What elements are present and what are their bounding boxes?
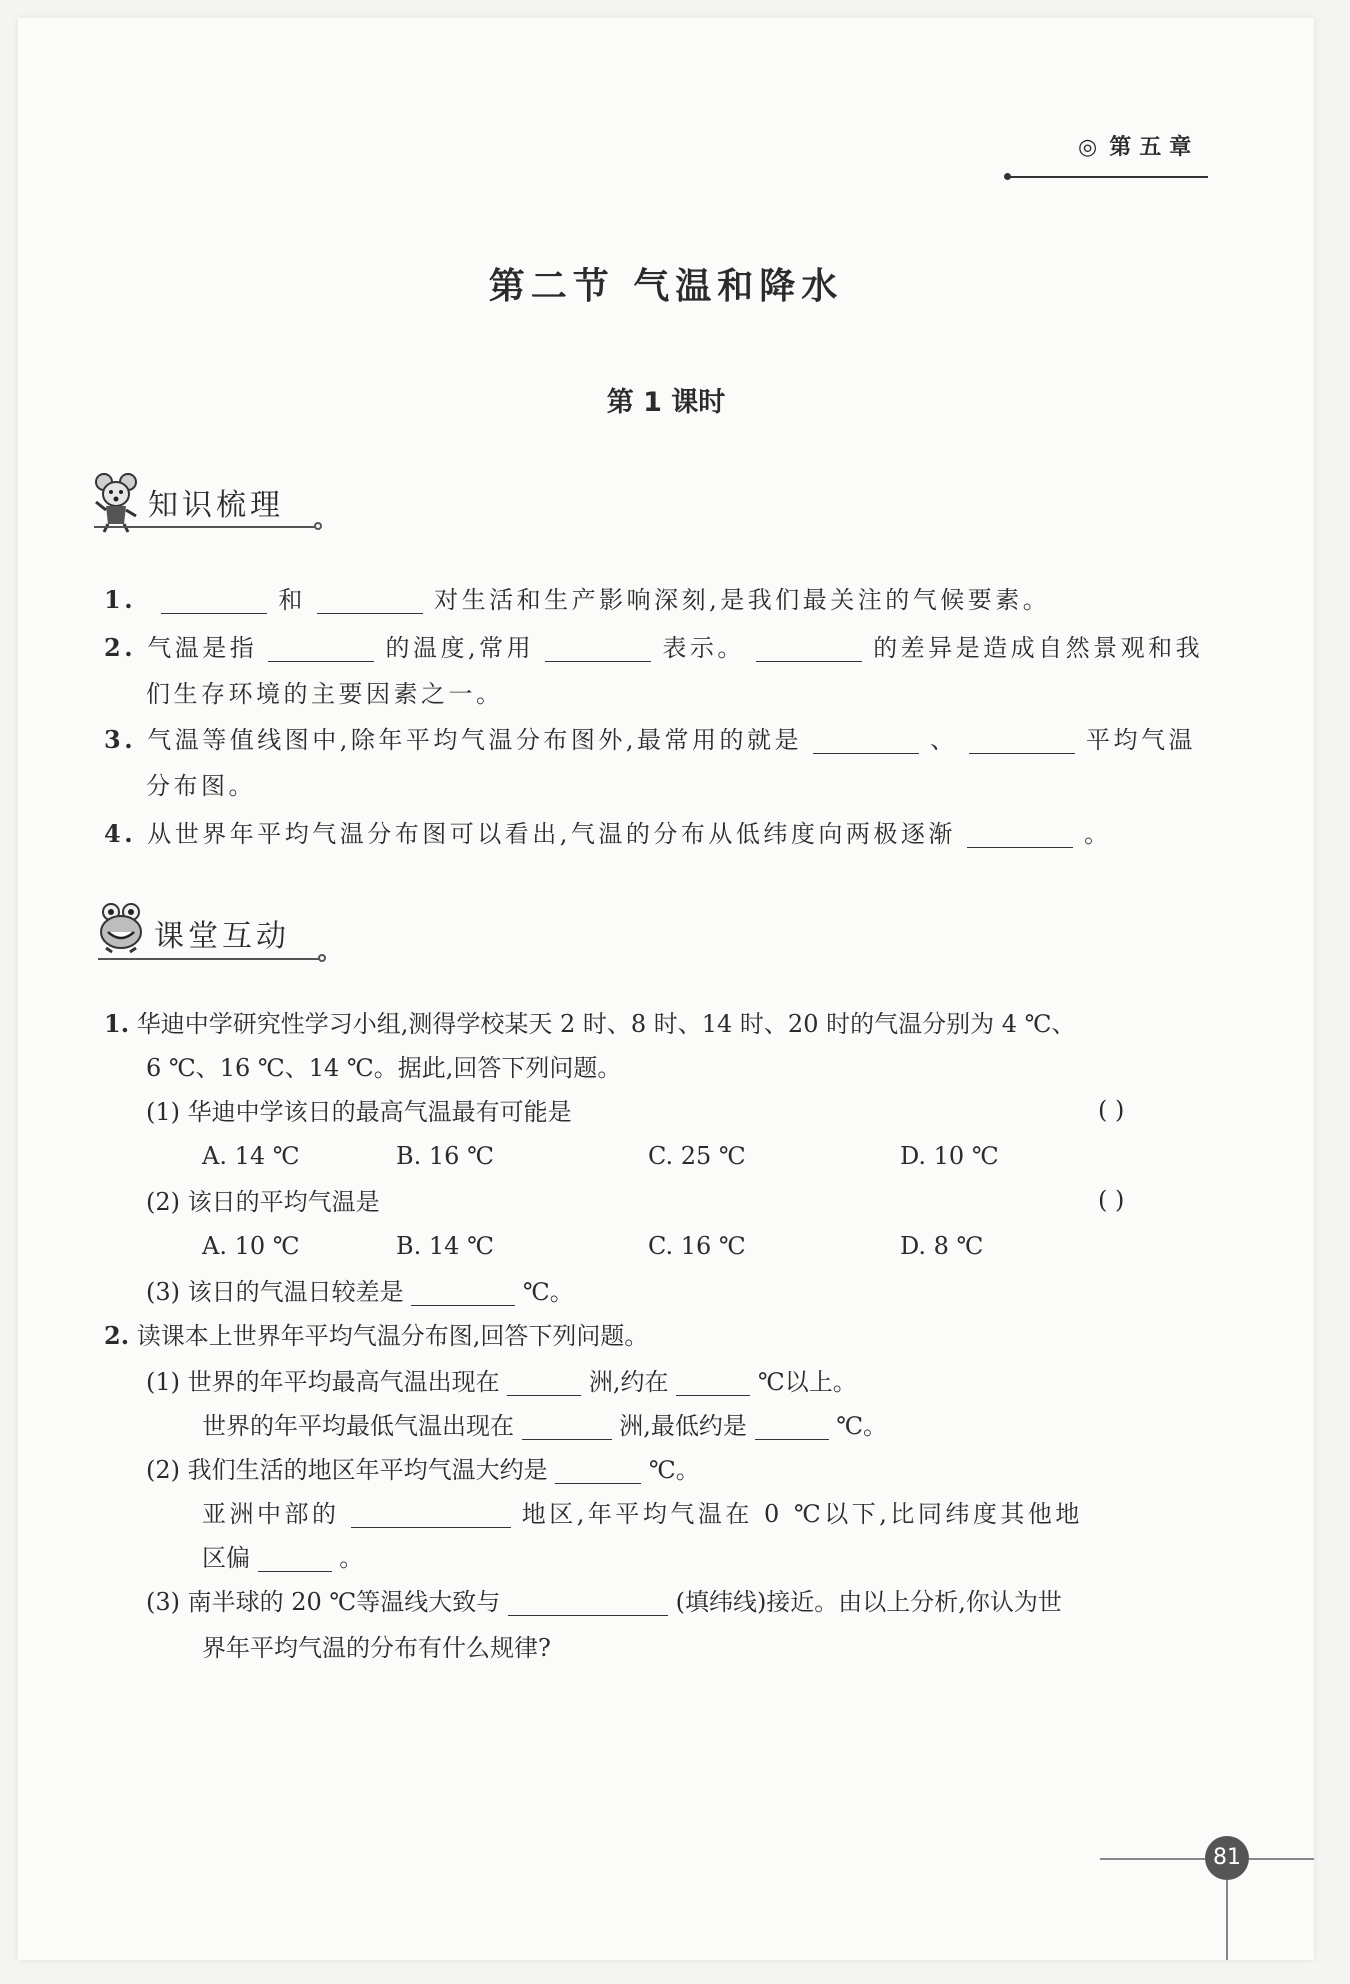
- classroom-q1: 1. 华迪中学研究性学习小组,测得学校某天 2 时、8 时、14 时、20 时的气温分别为 4 ℃、: [104, 1009, 1076, 1038]
- heading-rule-end: [318, 954, 326, 962]
- option-c[interactable]: C. 16 ℃: [648, 1232, 746, 1260]
- classroom-q1-cont: 6 ℃、16 ℃、14 ℃。据此,回答下列问题。: [146, 1054, 622, 1082]
- answer-blank[interactable]: [351, 1501, 511, 1528]
- sub-question-3: (3) 该日的气温日较差是 ℃。: [146, 1278, 574, 1306]
- option-a[interactable]: A. 14 ℃: [202, 1142, 300, 1170]
- answer-blank[interactable]: [813, 727, 919, 754]
- section-title: 第二节 气温和降水: [488, 265, 844, 307]
- answer-blank[interactable]: [969, 727, 1075, 754]
- knowledge-heading: 知识梳理: [148, 488, 284, 523]
- option-c[interactable]: C. 25 ℃: [648, 1142, 746, 1170]
- answer-blank[interactable]: [755, 1413, 829, 1440]
- sub-question-1: (1) 华迪中学该日的最高气温最有可能是: [146, 1098, 572, 1126]
- heading-rule-end: [314, 522, 322, 530]
- answer-paren[interactable]: ( ): [1098, 1186, 1125, 1214]
- option-b[interactable]: B. 16 ℃: [396, 1142, 494, 1170]
- answer-blank[interactable]: [676, 1369, 750, 1396]
- knowledge-q1: 1. 和 对生活和生产影响深刻,是我们最关注的气候要素。: [104, 585, 1051, 614]
- circle-mark-icon: ◎: [1078, 135, 1106, 160]
- frog-mascot-icon: [98, 902, 144, 954]
- option-d[interactable]: D. 8 ℃: [900, 1232, 984, 1260]
- answer-blank[interactable]: [545, 635, 651, 662]
- knowledge-q3-cont: 分布图。: [146, 772, 256, 800]
- heading-rule: [98, 958, 320, 960]
- q2-sub-question-1: (1) 世界的年平均最高气温出现在 洲,约在 ℃以上。: [146, 1368, 857, 1396]
- chapter-label: ◎ 第五章: [1078, 135, 1200, 160]
- q2-sub-question-1-cont: 世界的年平均最低气温出现在 洲,最低约是 ℃。: [202, 1412, 888, 1440]
- answer-blank[interactable]: [268, 635, 374, 662]
- lesson-title: 第 1 课时: [606, 387, 726, 418]
- knowledge-q4: 4. 从世界年平均气温分布图可以看出,气温的分布从低纬度向两极逐渐 。: [104, 819, 1112, 848]
- answer-blank[interactable]: [411, 1279, 515, 1306]
- page-number: 81: [1205, 1836, 1249, 1880]
- answer-blank[interactable]: [508, 1589, 668, 1616]
- chapter-rule: [1008, 176, 1208, 178]
- page-number-rule: [1100, 1858, 1205, 1860]
- q2-sub-question-2-cont2: 区偏 。: [202, 1544, 364, 1572]
- classroom-heading: 课堂互动: [154, 919, 290, 954]
- page-number-rule: [1249, 1858, 1314, 1860]
- sub-question-2: (2) 该日的平均气温是: [146, 1188, 380, 1216]
- workbook-page: [18, 18, 1314, 1960]
- answer-blank[interactable]: [161, 587, 267, 614]
- answer-blank[interactable]: [317, 587, 423, 614]
- heading-rule: [94, 526, 316, 528]
- classroom-q2: 2. 读课本上世界年平均气温分布图,回答下列问题。: [104, 1321, 649, 1350]
- answer-paren[interactable]: ( ): [1098, 1096, 1125, 1124]
- answer-blank[interactable]: [555, 1457, 641, 1484]
- option-d[interactable]: D. 10 ℃: [900, 1142, 999, 1170]
- option-b[interactable]: B. 14 ℃: [396, 1232, 494, 1260]
- answer-blank[interactable]: [967, 821, 1073, 848]
- q2-sub-question-3: (3) 南半球的 20 ℃等温线大致与 (填纬线)接近。由以上分析,你认为世: [146, 1588, 1062, 1616]
- answer-blank[interactable]: [258, 1545, 332, 1572]
- answer-blank[interactable]: [756, 635, 862, 662]
- q2-sub-question-2: (2) 我们生活的地区年平均气温大约是 ℃。: [146, 1456, 700, 1484]
- answer-blank[interactable]: [507, 1369, 581, 1396]
- page-number-tick: [1226, 1880, 1228, 1960]
- knowledge-q2-cont: 们生存环境的主要因素之一。: [146, 680, 504, 708]
- option-a[interactable]: A. 10 ℃: [202, 1232, 300, 1260]
- knowledge-q3: 3. 气温等值线图中,除年平均气温分布图外,最常用的就是 、 平均气温: [104, 725, 1197, 754]
- answer-blank[interactable]: [522, 1413, 612, 1440]
- q2-sub-question-3-cont: 界年平均气温的分布有什么规律?: [202, 1634, 551, 1662]
- q2-sub-question-2-cont: 亚洲中部的 地区,年平均气温在 0 ℃以下,比同纬度其他地: [202, 1500, 1083, 1528]
- knowledge-q2: 2. 气温是指 的温度,常用 表示。 的差异是造成自然景观和我: [104, 633, 1204, 662]
- mouse-mascot-icon: [94, 472, 140, 534]
